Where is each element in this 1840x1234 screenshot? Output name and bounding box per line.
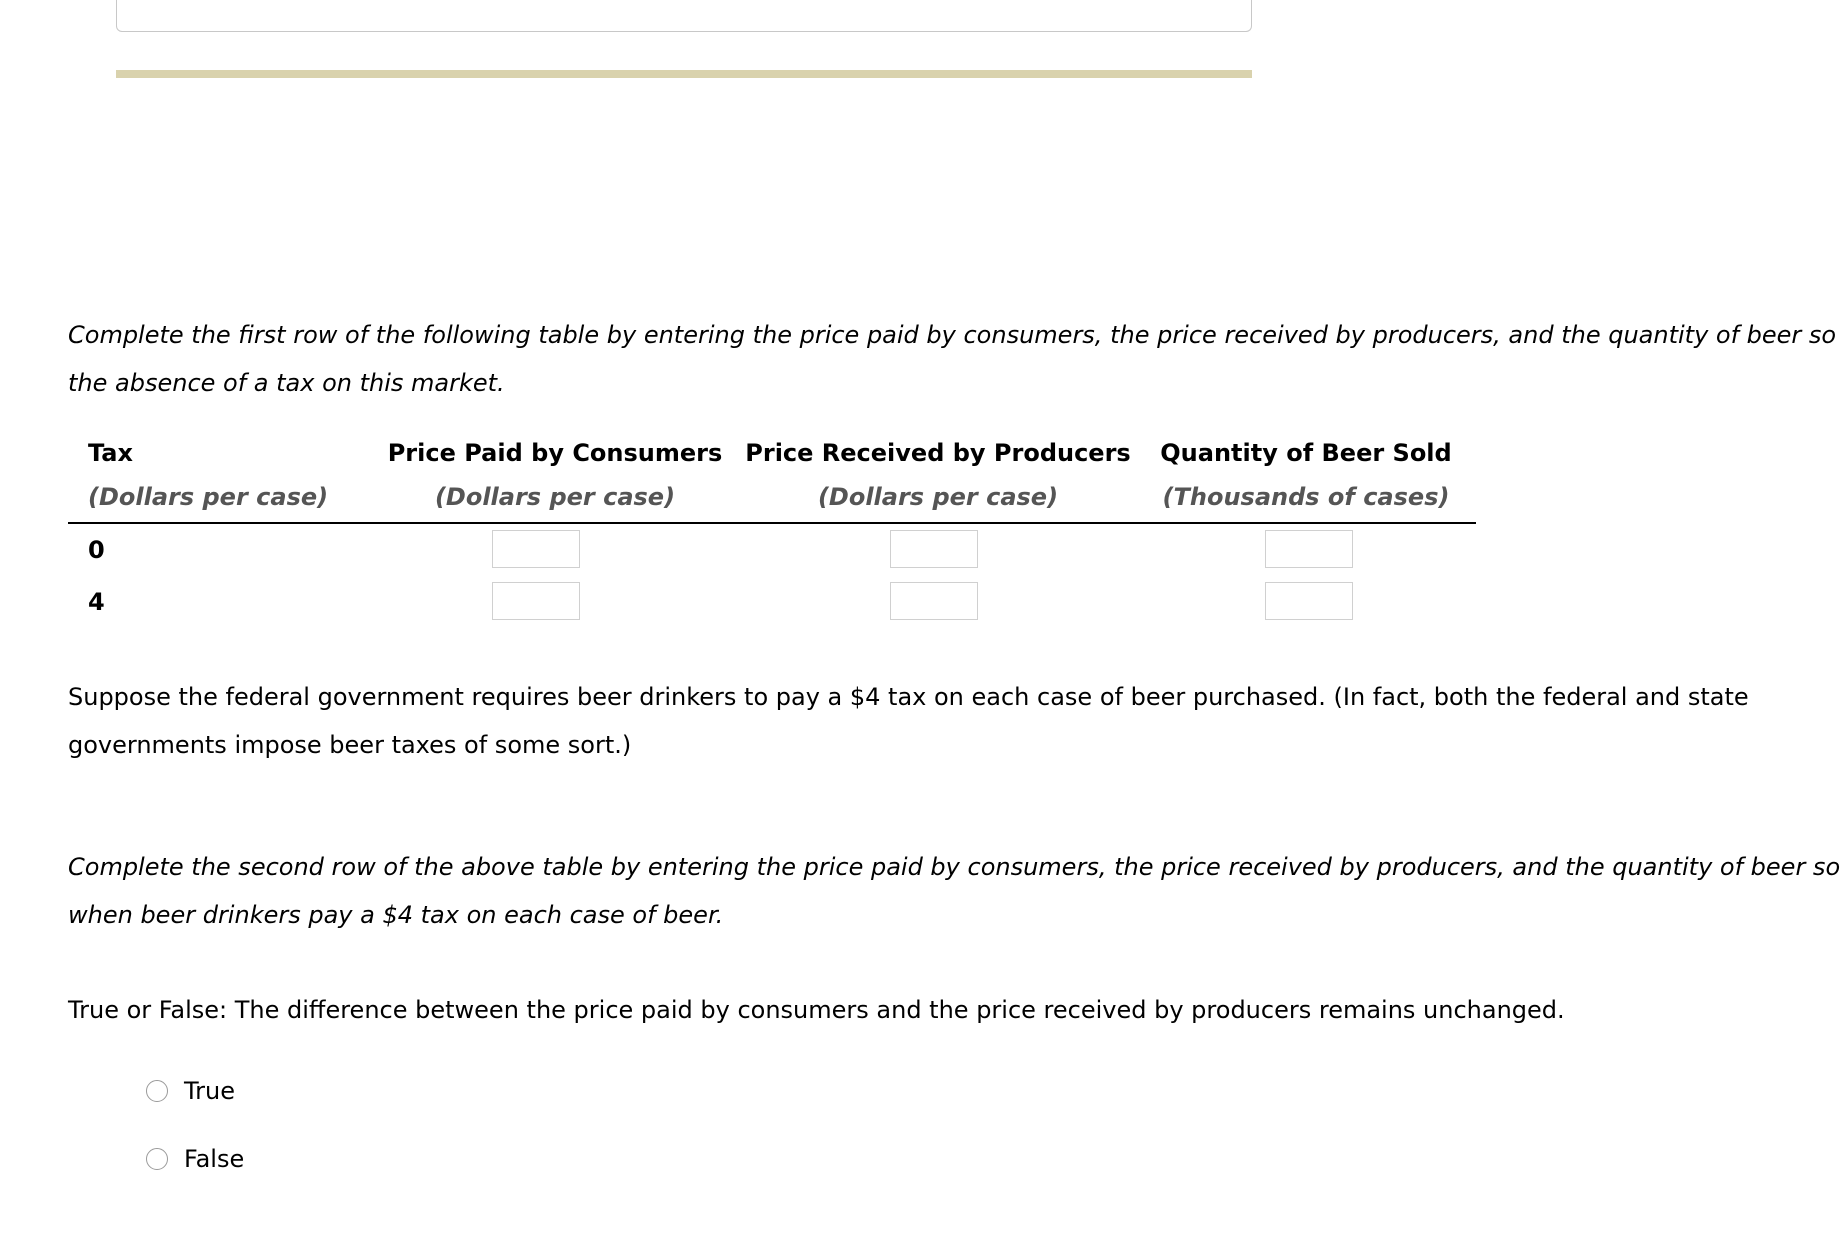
first-row-instructions-line1: Complete the first row of the following table by entering the price paid by consumers, the price received by producers, and the quantity of beer so bbox=[68, 321, 1837, 349]
header-tax-title: Tax bbox=[88, 439, 133, 467]
row-tax-value: 0 bbox=[88, 536, 105, 564]
answer-panel bbox=[116, 0, 1252, 32]
header-quantity bbox=[1136, 430, 1476, 518]
option-false[interactable] bbox=[146, 1139, 244, 1179]
tax-table bbox=[68, 430, 1476, 628]
scenario-text-line2: governments impose beer taxes of some sort.) bbox=[68, 731, 632, 759]
header-quantity-unit: (Thousands of cases) bbox=[1162, 483, 1450, 511]
quantity-input-row2[interactable] bbox=[1265, 582, 1353, 620]
option-false-label[interactable]: False bbox=[184, 1145, 245, 1173]
radio-button-false[interactable] bbox=[146, 1148, 168, 1170]
quantity-input-row1[interactable] bbox=[1265, 530, 1353, 568]
second-row-instructions-line2: when beer drinkers pay a $4 tax on each case of beer. bbox=[68, 901, 724, 929]
price-producers-input-row1[interactable] bbox=[890, 530, 978, 568]
header-price-consumers-title: Price Paid by Consumers bbox=[387, 439, 723, 467]
header-tax-unit: (Dollars per case) bbox=[88, 483, 329, 511]
scenario-text bbox=[68, 673, 1749, 769]
price-consumers-input-row2[interactable] bbox=[492, 582, 580, 620]
first-row-instructions bbox=[68, 311, 1836, 407]
first-row-instructions-line2: the absence of a tax on this market. bbox=[68, 369, 505, 397]
header-quantity-title: Quantity of Beer Sold bbox=[1160, 439, 1452, 467]
header-price-consumers-unit: (Dollars per case) bbox=[434, 483, 676, 511]
header-price-producers-unit: (Dollars per case) bbox=[817, 483, 1059, 511]
header-price-producers bbox=[740, 430, 1136, 518]
table-row bbox=[68, 524, 1476, 576]
header-price-consumers bbox=[370, 430, 740, 518]
option-true-label[interactable]: True bbox=[184, 1077, 235, 1105]
header-tax bbox=[88, 430, 328, 518]
price-producers-input-row2[interactable] bbox=[890, 582, 978, 620]
table-row bbox=[68, 576, 1476, 628]
header-price-producers-title: Price Received by Producers bbox=[745, 439, 1131, 467]
option-true[interactable] bbox=[146, 1071, 235, 1111]
scenario-text-line1: Suppose the federal government requires beer drinkers to pay a $4 tax on each case of beer purchased. (In fact, both the federal and state bbox=[68, 683, 1749, 711]
row-tax-value: 4 bbox=[88, 588, 105, 616]
true-false-question: True or False: The difference between the price paid by consumers and the price received by producers remains unchanged. bbox=[68, 996, 1565, 1024]
radio-button-true[interactable] bbox=[146, 1080, 168, 1102]
price-consumers-input-row1[interactable] bbox=[492, 530, 580, 568]
second-row-instructions-line1: Complete the second row of the above table by entering the price paid by consumers, the price received by producers, and the quantity of beer so bbox=[68, 853, 1840, 881]
section-divider bbox=[116, 70, 1252, 78]
second-row-instructions bbox=[68, 843, 1840, 939]
table-header bbox=[68, 430, 1476, 524]
